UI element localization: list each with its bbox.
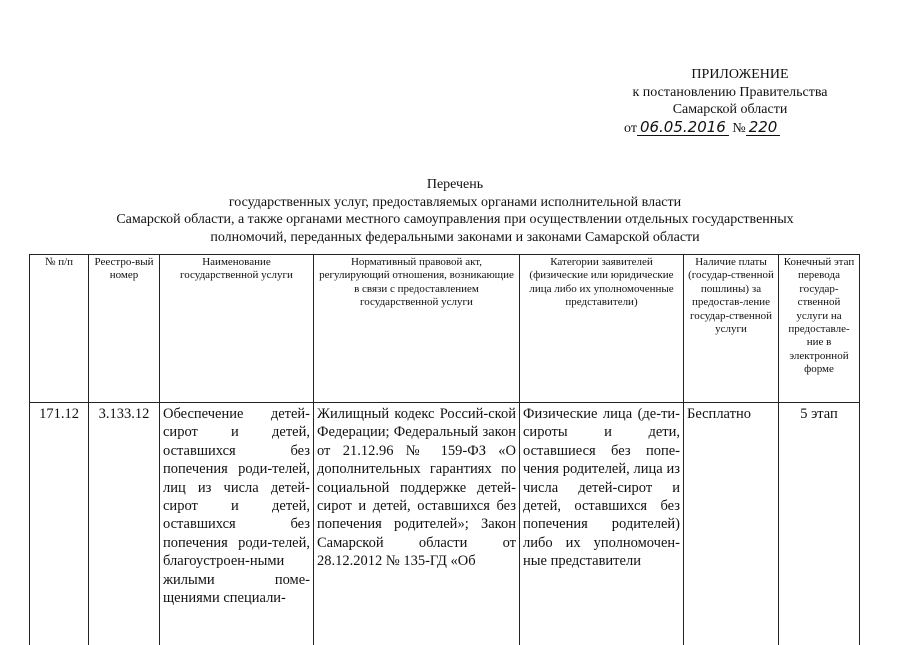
number-prefix: № bbox=[732, 121, 745, 136]
heading-line-1: Перечень bbox=[40, 176, 870, 194]
appendix-line-3: Самарской области bbox=[600, 101, 860, 119]
appendix-block bbox=[600, 66, 860, 137]
document-heading bbox=[40, 176, 870, 246]
appendix-line-2: к постановлению Правительства bbox=[600, 84, 860, 102]
header-service-name: Наименование государственной услуги bbox=[160, 255, 314, 403]
header-number: № п/п bbox=[30, 255, 89, 403]
table-header-row bbox=[30, 255, 860, 403]
appendix-title: ПРИЛОЖЕНИЕ bbox=[600, 66, 860, 84]
services-table bbox=[29, 254, 860, 645]
cell-applicants: Физические лица (де-ти-сироты и дети, оставшиеся без попе-чения родителей, лица из числа детей-сирот и детей, оставшихся без попечения родителей) либо их уполномочен-ные представители bbox=[520, 403, 684, 645]
cell-service-name: Обеспечение детей-сирот и детей, оставшихся без попечения роди-телей, лиц из числа детей-сирот и детей, оставшихся без попечения роди-телей, благоустроен-ными жилыми поме-щениями специали- bbox=[160, 403, 314, 645]
date-prefix: от bbox=[624, 121, 637, 136]
header-applicants: Категории заявителей (физические или юридические лица либо их уполномоченные представители) bbox=[520, 255, 684, 403]
heading-line-3: Самарской области, а также органами местного самоуправления при осуществлении отдельных государственных bbox=[40, 211, 870, 229]
appendix-date-line bbox=[600, 120, 860, 138]
heading-line-2: государственных услуг, предоставляемых органами исполнительной власти bbox=[40, 194, 870, 212]
cell-number: 171.12 bbox=[30, 403, 89, 645]
handwritten-number: 220 bbox=[746, 120, 781, 136]
cell-fee: Бесплатно bbox=[684, 403, 779, 645]
header-fee: Наличие платы (государ-ственной пошлины) за предостав-ление государ-ственной услуги bbox=[684, 255, 779, 403]
handwritten-date: 06.05.2016 bbox=[637, 120, 729, 136]
heading-line-4: полномочий, переданных федеральными законами и законами Самарской области bbox=[40, 229, 870, 247]
cell-electronic-stage: 5 этап bbox=[779, 403, 860, 645]
cell-legal-act: Жилищный кодекс Россий-ской Федерации; Федеральный закон от 21.12.96 № 159-ФЗ «О дополнительных гарантиях по социальной поддержке детей-сирот и детей, оставшихся без попечения родителей»; Закон Самарской области от 28.12.2012 № 135-ГД «Об bbox=[314, 403, 520, 645]
header-electronic-stage: Конечный этап перевода государ-ственной услуги на предоставле-ние в электронной форме bbox=[779, 255, 860, 403]
header-legal-act: Нормативный правовой акт, регулирующий отношения, возникающие в связи с предоставлением государственной услуги bbox=[314, 255, 520, 403]
table-row bbox=[30, 403, 860, 645]
header-registry: Реестро-вый номер bbox=[89, 255, 160, 403]
cell-registry: 3.133.12 bbox=[89, 403, 160, 645]
